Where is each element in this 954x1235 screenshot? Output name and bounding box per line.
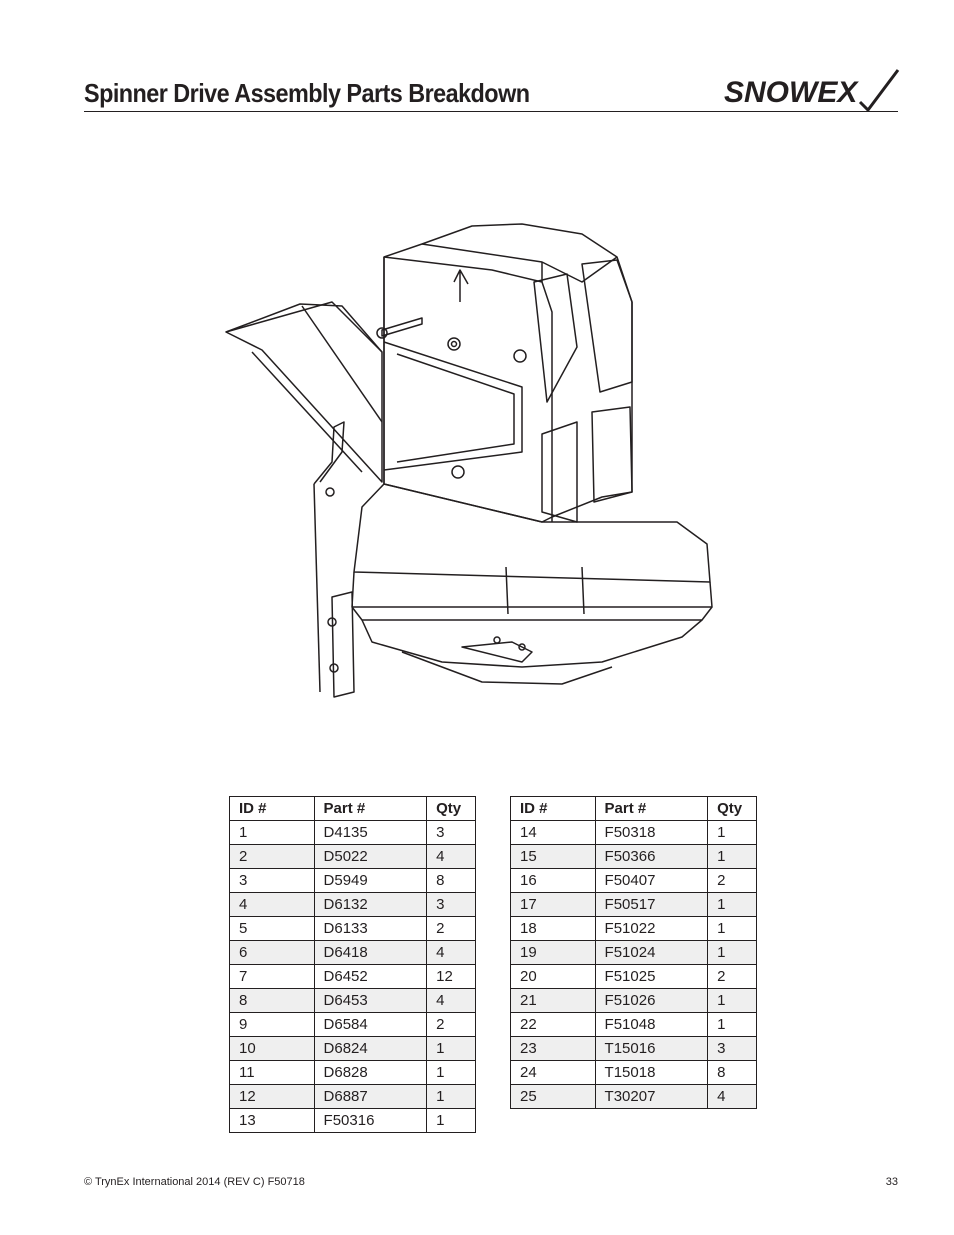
header-qty: Qty xyxy=(708,797,757,821)
cell-part: T15018 xyxy=(595,1061,708,1085)
spinner-drive-assembly-drawing xyxy=(222,222,722,702)
cell-part: D6824 xyxy=(314,1037,427,1061)
cell-qty: 1 xyxy=(708,893,757,917)
cell-qty: 1 xyxy=(708,1013,757,1037)
cell-id: 19 xyxy=(511,941,596,965)
table-row xyxy=(511,821,757,845)
cell-id: 1 xyxy=(230,821,315,845)
table-row xyxy=(230,965,476,989)
cell-id: 5 xyxy=(230,917,315,941)
cell-id: 12 xyxy=(230,1085,315,1109)
cell-part: D6132 xyxy=(314,893,427,917)
cell-part: F50407 xyxy=(595,869,708,893)
table-row xyxy=(511,941,757,965)
snowex-logo xyxy=(722,68,900,112)
cell-id: 9 xyxy=(230,1013,315,1037)
cell-qty: 1 xyxy=(427,1085,476,1109)
cell-part: D6584 xyxy=(314,1013,427,1037)
cell-part: F51024 xyxy=(595,941,708,965)
cell-id: 15 xyxy=(511,845,596,869)
table-row xyxy=(511,917,757,941)
table-row xyxy=(511,1037,757,1061)
table-row xyxy=(511,1013,757,1037)
cell-qty: 4 xyxy=(427,941,476,965)
cell-part: T30207 xyxy=(595,1085,708,1109)
cell-part: F50318 xyxy=(595,821,708,845)
table-row xyxy=(230,1109,476,1133)
cell-id: 17 xyxy=(511,893,596,917)
table-row xyxy=(230,1085,476,1109)
cell-qty: 1 xyxy=(708,917,757,941)
cell-qty: 1 xyxy=(708,989,757,1013)
page-title: Spinner Drive Assembly Parts Breakdown xyxy=(84,78,530,108)
cell-part: F51022 xyxy=(595,917,708,941)
header-id: ID # xyxy=(230,797,315,821)
cell-qty: 3 xyxy=(427,893,476,917)
table-row xyxy=(511,893,757,917)
cell-id: 11 xyxy=(230,1061,315,1085)
table-row xyxy=(230,1061,476,1085)
cell-qty: 2 xyxy=(708,869,757,893)
cell-qty: 3 xyxy=(427,821,476,845)
cell-id: 23 xyxy=(511,1037,596,1061)
cell-qty: 1 xyxy=(708,941,757,965)
table-row xyxy=(230,1013,476,1037)
cell-part: D5022 xyxy=(314,845,427,869)
cell-part: F50316 xyxy=(314,1109,427,1133)
cell-id: 10 xyxy=(230,1037,315,1061)
cell-id: 22 xyxy=(511,1013,596,1037)
table-row xyxy=(230,989,476,1013)
table-header-row xyxy=(511,797,757,821)
table-row xyxy=(230,893,476,917)
cell-qty: 1 xyxy=(427,1061,476,1085)
cell-qty: 1 xyxy=(427,1037,476,1061)
cell-id: 25 xyxy=(511,1085,596,1109)
cell-qty: 1 xyxy=(708,821,757,845)
cell-part: D6452 xyxy=(314,965,427,989)
cell-part: F51026 xyxy=(595,989,708,1013)
table-row xyxy=(230,845,476,869)
table-row xyxy=(511,1085,757,1109)
table-row xyxy=(230,869,476,893)
cell-id: 24 xyxy=(511,1061,596,1085)
header-id: ID # xyxy=(511,797,596,821)
table-row xyxy=(230,941,476,965)
cell-id: 14 xyxy=(511,821,596,845)
cell-part: D6828 xyxy=(314,1061,427,1085)
cell-qty: 2 xyxy=(427,917,476,941)
cell-part: F51025 xyxy=(595,965,708,989)
header-part: Part # xyxy=(595,797,708,821)
table-header-row xyxy=(230,797,476,821)
table-row xyxy=(511,1061,757,1085)
header-part: Part # xyxy=(314,797,427,821)
cell-qty: 1 xyxy=(427,1109,476,1133)
table-row xyxy=(511,989,757,1013)
cell-part: F51048 xyxy=(595,1013,708,1037)
cell-part: D5949 xyxy=(314,869,427,893)
table-row xyxy=(230,917,476,941)
table-row xyxy=(230,1037,476,1061)
cell-part: D4135 xyxy=(314,821,427,845)
cell-part: F50366 xyxy=(595,845,708,869)
table-row xyxy=(230,821,476,845)
table-row xyxy=(511,845,757,869)
parts-table-left xyxy=(229,796,476,1133)
cell-id: 8 xyxy=(230,989,315,1013)
header-qty: Qty xyxy=(427,797,476,821)
cell-part: F50517 xyxy=(595,893,708,917)
cell-part: D6887 xyxy=(314,1085,427,1109)
footer-copyright: © TrynEx International 2014 (REV C) F50718 xyxy=(84,1176,305,1188)
cell-qty: 4 xyxy=(427,989,476,1013)
cell-id: 20 xyxy=(511,965,596,989)
cell-id: 21 xyxy=(511,989,596,1013)
cell-id: 2 xyxy=(230,845,315,869)
cell-part: D6133 xyxy=(314,917,427,941)
cell-qty: 8 xyxy=(708,1061,757,1085)
cell-id: 4 xyxy=(230,893,315,917)
cell-qty: 3 xyxy=(708,1037,757,1061)
cell-id: 18 xyxy=(511,917,596,941)
parts-table-right xyxy=(510,796,757,1109)
page-number: 33 xyxy=(885,1176,898,1188)
table-row xyxy=(511,869,757,893)
cell-part: T15016 xyxy=(595,1037,708,1061)
cell-id: 3 xyxy=(230,869,315,893)
cell-part: D6418 xyxy=(314,941,427,965)
cell-qty: 1 xyxy=(708,845,757,869)
cell-id: 7 xyxy=(230,965,315,989)
cell-id: 13 xyxy=(230,1109,315,1133)
cell-id: 6 xyxy=(230,941,315,965)
cell-qty: 4 xyxy=(427,845,476,869)
cell-qty: 2 xyxy=(708,965,757,989)
cell-qty: 8 xyxy=(427,869,476,893)
cell-part: D6453 xyxy=(314,989,427,1013)
cell-qty: 4 xyxy=(708,1085,757,1109)
cell-id: 16 xyxy=(511,869,596,893)
table-row xyxy=(511,965,757,989)
cell-qty: 2 xyxy=(427,1013,476,1037)
logo-checkmark-icon xyxy=(722,68,900,112)
logo-wordmark: SNOWEX xyxy=(724,76,858,109)
cell-qty: 12 xyxy=(427,965,476,989)
